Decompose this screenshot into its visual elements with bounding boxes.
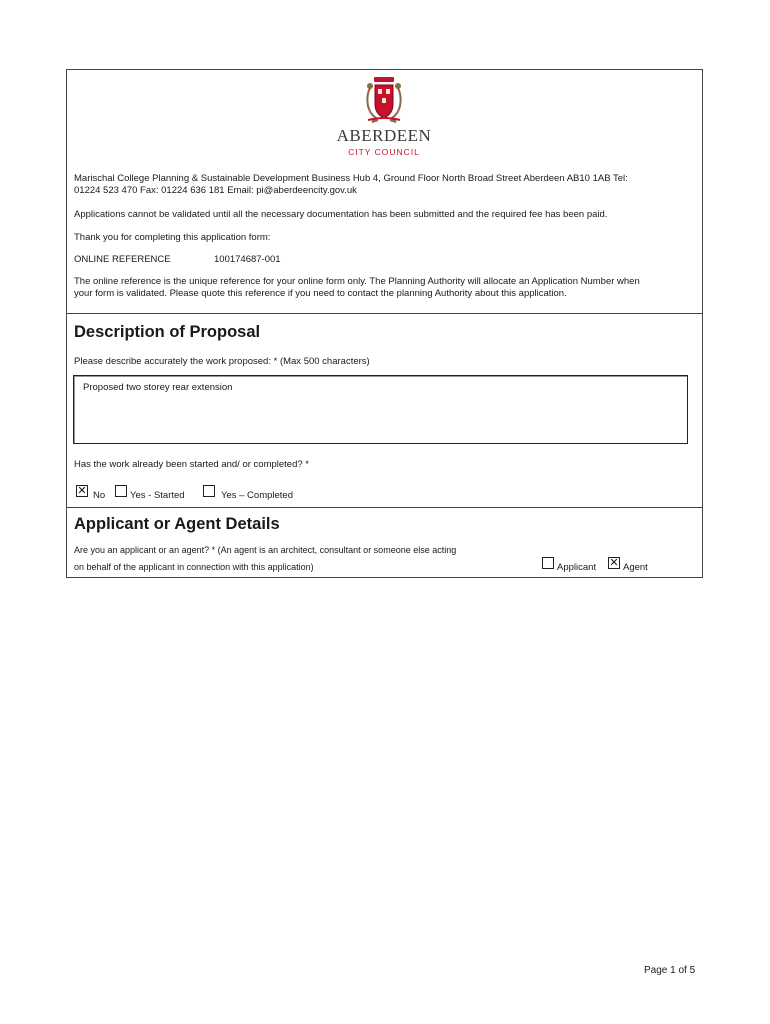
proposal-prompt: Please describe accurately the work proposed: * (Max 500 characters) — [74, 356, 370, 367]
form-frame — [66, 69, 703, 578]
option-agent-label: Agent — [623, 562, 648, 573]
page-number: Page 1 of 5 — [644, 965, 696, 976]
validation-note: Applications cannot be validated until all the necessary documentation has been submitted and the required fee has been paid. — [74, 209, 608, 220]
option-yes-started-label: Yes - Started — [130, 490, 185, 501]
proposal-description-field[interactable] — [73, 375, 688, 444]
logo-name: ABERDEEN — [336, 126, 432, 145]
crest-icon — [356, 76, 412, 124]
address-line-2: 01224 523 470 Fax: 01224 636 181 Email: pi@aberdeencity.gov.uk — [74, 185, 357, 196]
applicant-question-line-1: Are you an applicant or an agent? * (An agent is an architect, consultant or someone else acting — [74, 545, 457, 555]
started-question: Has the work already been started and/ or completed? * — [74, 459, 309, 470]
checkbox-no[interactable] — [76, 485, 88, 497]
checkbox-yes-completed[interactable] — [203, 485, 215, 497]
logo-subtitle: CITY COUNCIL — [348, 147, 420, 157]
online-reference-value: 100174687-001 — [214, 254, 281, 265]
option-no-label: No — [93, 490, 106, 501]
applicant-question-line-2: on behalf of the applicant in connection with this application) — [74, 562, 314, 572]
checkbox-yes-started[interactable] — [115, 485, 127, 497]
proposal-section — [67, 313, 702, 508]
proposal-description-value: Proposed two storey rear extension — [83, 382, 233, 393]
header-section — [67, 70, 702, 314]
council-logo — [329, 76, 439, 164]
check-x-icon: ✕ — [609, 557, 619, 569]
applicant-title: Applicant or Agent Details — [74, 515, 280, 533]
reference-note-line-1: The online reference is the unique reference for your online form only. The Planning Authority will allocate an Application Number when — [74, 276, 640, 287]
checkbox-agent[interactable] — [608, 557, 620, 569]
applicant-section — [67, 507, 702, 577]
option-applicant-label: Applicant — [557, 562, 597, 573]
address-line-1: Marischal College Planning & Sustainable Development Business Hub 4, Ground Floor North Broad Street Aberdeen AB10 1AB Tel: — [74, 173, 628, 184]
online-reference-label: ONLINE REFERENCE — [74, 254, 171, 265]
proposal-title: Description of Proposal — [74, 323, 261, 341]
thanks-text: Thank you for completing this application form: — [74, 232, 271, 243]
check-x-icon: ✕ — [77, 485, 87, 497]
reference-note-line-2: your form is validated. Please quote this reference if you need to contact the planning Authority about this application. — [74, 288, 567, 299]
checkbox-applicant[interactable] — [542, 557, 554, 569]
option-yes-completed-label: Yes – Completed — [221, 490, 294, 501]
